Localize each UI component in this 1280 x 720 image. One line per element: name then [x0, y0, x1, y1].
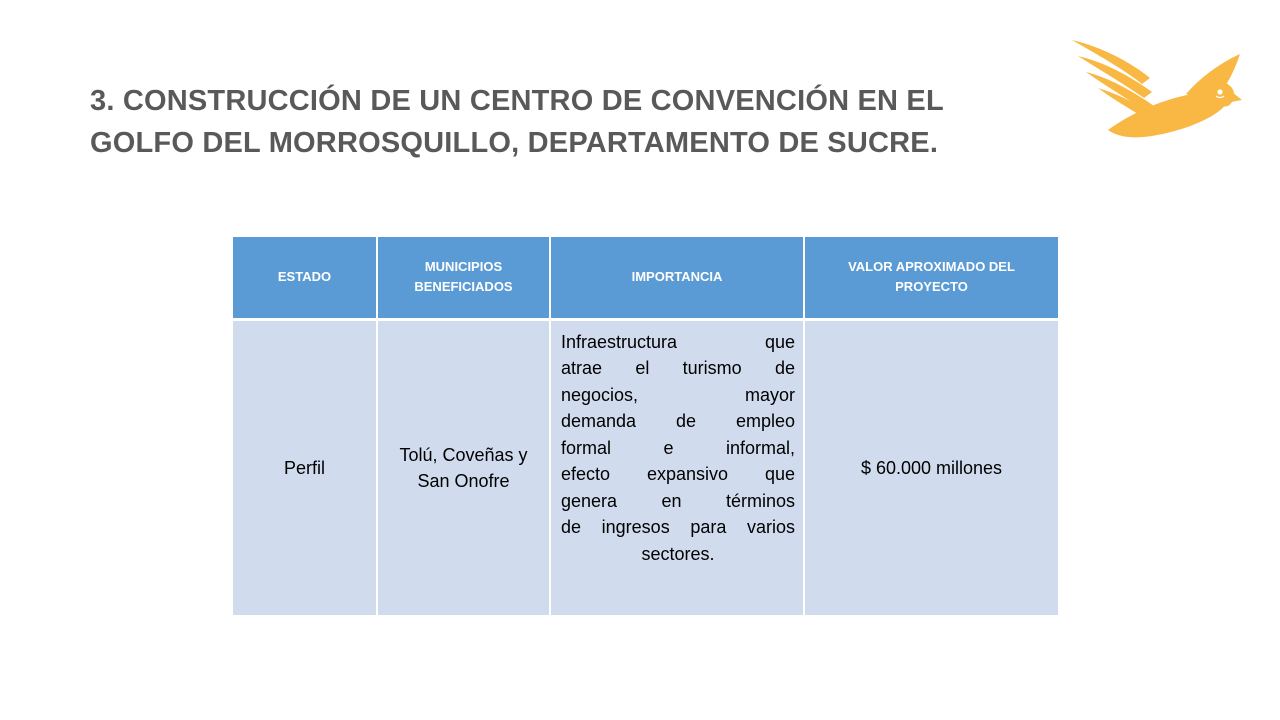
importancia-line: negocios, mayor	[561, 384, 795, 405]
header-municipios: MUNICIPIOS BENEFICIADOS	[377, 237, 550, 319]
cell-municipios: Tolú, Coveñas y San Onofre	[377, 319, 550, 615]
bird-logo-icon	[1068, 38, 1243, 143]
importancia-line: sectores.	[641, 543, 715, 564]
importancia-line: de ingresos para varios	[561, 517, 795, 537]
importancia-line: efecto expansivo que	[561, 464, 795, 484]
cell-importancia	[550, 319, 804, 615]
importancia-text	[561, 329, 795, 568]
importancia-line: genera en términos	[561, 490, 795, 511]
slide-title	[90, 80, 1050, 164]
importancia-line: formal e informal,	[561, 437, 795, 458]
slide-title-line-1: 3. CONSTRUCCIÓN DE UN CENTRO DE CONVENCIÓN EN EL	[90, 85, 944, 117]
slide-title-line-2: GOLFO DEL MORROSQUILLO, DEPARTAMENTO DE SUCRE.	[90, 127, 939, 159]
header-valor: VALOR APROXIMADO DEL PROYECTO	[804, 237, 1058, 319]
importancia-line: atrae el turismo de	[561, 358, 795, 378]
table-row	[233, 319, 1058, 615]
importancia-line: demanda de empleo	[561, 411, 795, 431]
header-importancia: IMPORTANCIA	[550, 237, 804, 319]
cell-valor: $ 60.000 millones	[804, 319, 1058, 615]
importancia-line: Infraestructura que	[561, 331, 795, 352]
cell-estado: Perfil	[233, 319, 377, 615]
table-header-row	[233, 237, 1058, 319]
header-estado: ESTADO	[233, 237, 377, 319]
project-table	[233, 237, 1058, 615]
